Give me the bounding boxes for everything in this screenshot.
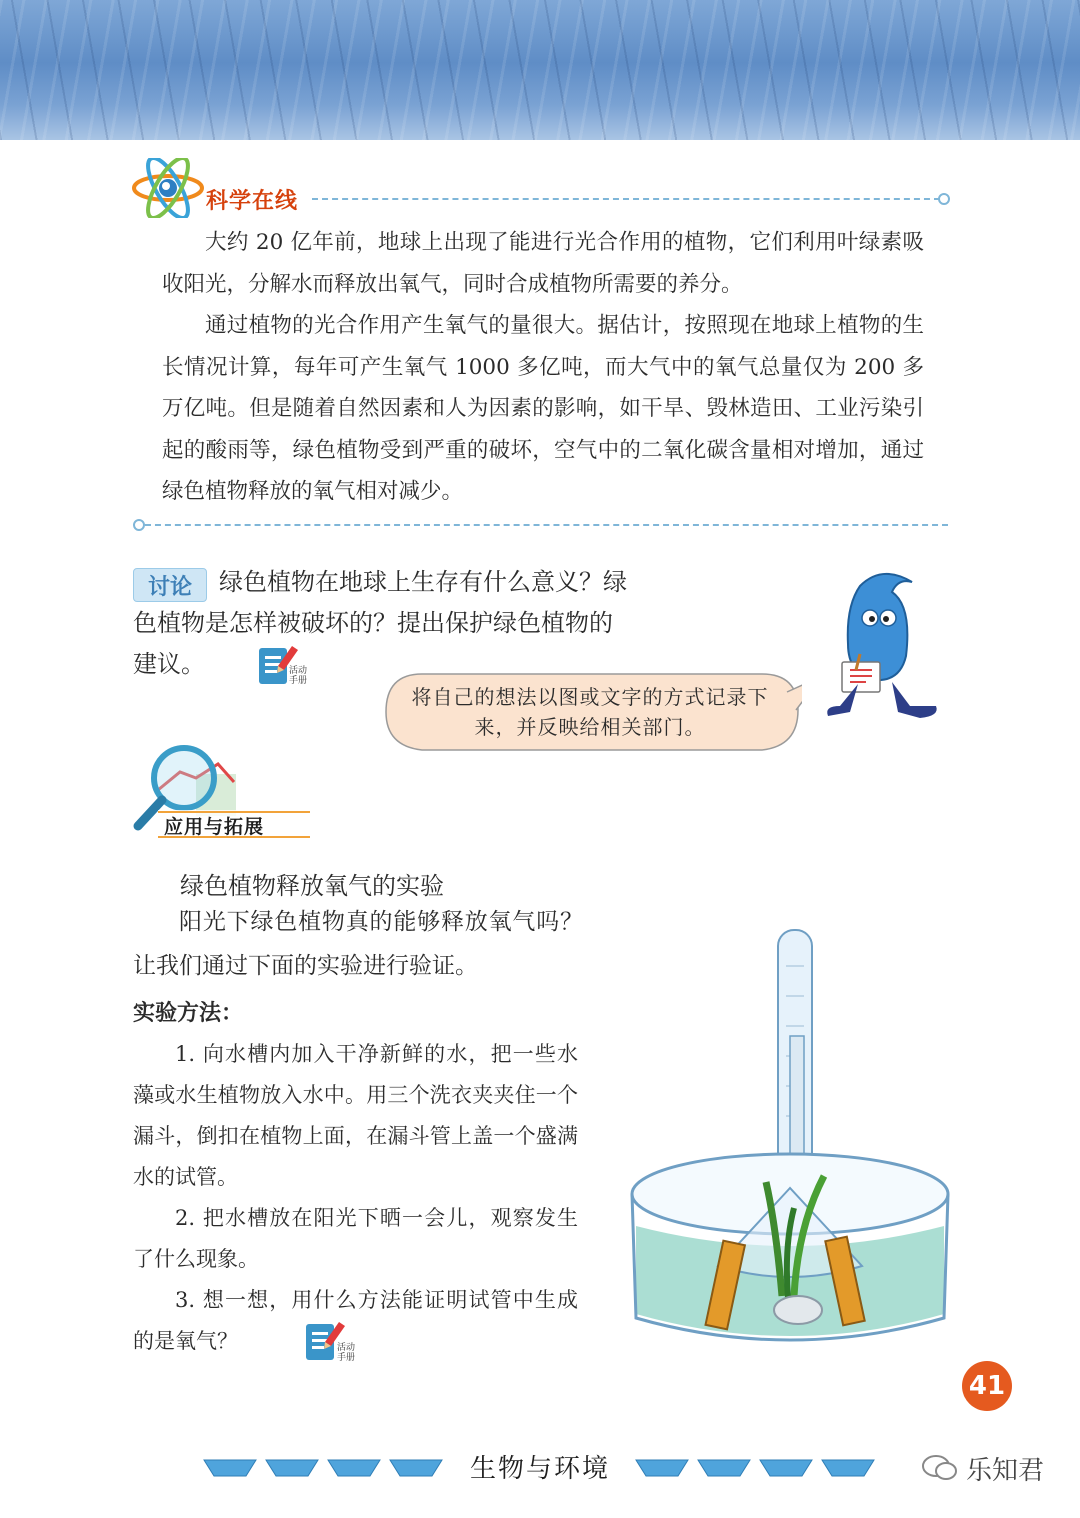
divider-start-dot [133,519,145,531]
science-paragraph-1: 大约 20 亿年前，地球上出现了能进行光合作用的植物，它们利用叶绿素吸收阳光，分解水而释放出氧气，同时合成植物所需要的养分。 [162,230,924,297]
science-paragraph-2: 通过植物的光合作用产生氧气的量很大。据估计，按照现在地球上植物的生长情况计算，每年可产生氧气 1000 多亿吨，而大气中的氧气总量仅为 200 多万亿吨。但是随着自然因素和人为因素的影响，如干旱、毁林造田、工业污染引起的酸雨等，绿色植物受到严重的破坏，空气中的二氧化碳含量相对增加，通过绿色植物释放的氧气相对减少。 [162,313,924,504]
workbook-label-line1: 活动 [289,666,308,676]
section-divider-top [312,198,940,200]
method-label: 实验方法： [133,1000,244,1026]
workbook-label-2 [337,1343,355,1363]
experiment-title: 绿色植物释放氧气的实验 [180,872,444,900]
experiment-step-2: 2. 把水槽放在阳光下晒一会儿，观察发生了什么现象。 [133,1206,578,1271]
footer-book-title: 生物与环境 [470,1454,611,1484]
atom-icon [130,158,210,218]
workbook-label-2-line1: 活动 [337,1343,356,1353]
experiment-step-3: 3. 想一想，用什么方法能证明试管中生成的是氧气？ [133,1288,578,1353]
science-online-title: 科学在线 [206,189,299,214]
workbook-label [289,666,307,686]
section-divider-bottom [145,524,948,526]
experiment-intro: 阳光下绿色植物真的能够释放氧气吗？让我们通过下面的实验进行验证。 [133,909,583,979]
mascot-character-icon [820,566,950,726]
paper-boat-icons-right [632,1452,882,1482]
wechat-icon [920,1452,960,1482]
page-number-badge: 41 [962,1361,1012,1411]
divider-end-dot [938,193,950,205]
experiment-step-1: 1. 向水槽内加入干净新鲜的水，把一些水藻或水生植物放入水中。用三个洗衣夹夹住一个漏斗，倒扣在植物上面，在漏斗管上盖一个盛满水的试管。 [133,1042,578,1189]
application-section-title: 应用与拓展 [164,816,265,838]
speech-bubble-text: 将自己的想法以图或文字的方式记录下来，并反映给相关部门。 [411,685,769,739]
workbook-label-2-line2: 手册 [337,1353,356,1363]
header-banner-photo [0,0,1080,140]
workbook-label-line2: 手册 [289,676,308,686]
watermark-text: 乐知君 [966,1456,1045,1486]
discussion-tag: 讨论 [133,568,207,602]
discussion-text: 绿色植物在地球上生存有什么意义？绿色植物是怎样被破坏的？提出保护绿色植物的建议。 [133,568,627,678]
paper-boat-icons-left [200,1452,450,1482]
water-tank-funnel-apparatus-illustration [626,926,956,1356]
